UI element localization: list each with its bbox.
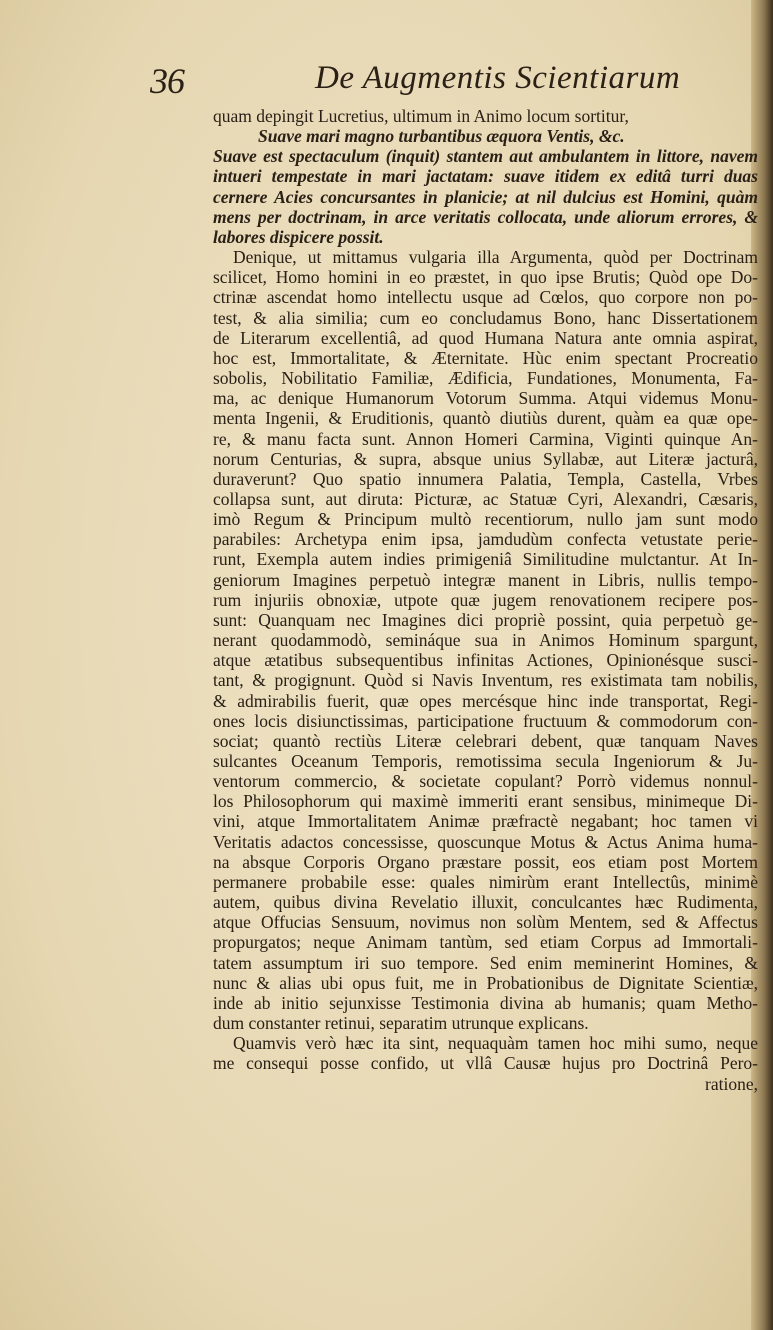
running-title: De Augmentis Scientiarum (315, 60, 681, 96)
text-line: tatem assumptum iri suo tempore. Sed enim meminerint Homines, & (213, 952, 758, 973)
page-number: 36 (150, 61, 184, 101)
text-line: ma, ac denique Humanorum Votorum Summa. Atqui videmus Monu- (213, 388, 758, 409)
paragraph-first-line: Denique, ut mittamus vulgaria illa Argumenta, quòd per Doctrinam (233, 247, 758, 268)
text-line: geniorum Imagines perpetuò integræ manent in Libris, nullis tempo- (213, 569, 758, 590)
quote-line: labores dispicere possit. (213, 226, 384, 247)
text-line: Veritatis adactos concessisse, quoscunque Motus & Actus Anima huma- (213, 831, 758, 852)
text-line: autem, quibus divina Revelatio illuxit, conculcantes hæc Rudimenta, (213, 892, 758, 913)
text-line: atque ætatibus subsequentibus infinitas Actiones, Opinionésque susci- (213, 650, 758, 671)
body-text (213, 106, 758, 1094)
catchword: ratione, (705, 1073, 758, 1094)
text-line: parabiles: Archetypa enim ipsa, jamdudùm confecta vetustate perie- (213, 529, 758, 550)
text-line: atque Offucias Sensuum, novimus non solùm Mentem, sed & Affectus (213, 912, 758, 933)
text-line: inde ab initio sejunxisse Testimonia divina ab humanis; quam Metho- (213, 992, 758, 1013)
paragraph-first-line: Quamvis verò hæc ita sint, nequaquàm tamen hoc mihi sumo, neque (233, 1033, 758, 1054)
quote-verse-line: Suave mari magno turbantibus æquora Ventis, &c. (258, 126, 625, 147)
quote-line: mens per doctrinam, in arce veritatis collocata, unde aliorum errores, & (213, 206, 758, 227)
text-line: ventorum commercio, & societate copulant? Porrò videmus nonnul- (213, 771, 758, 792)
text-line: & admirabilis fuerit, quæ opes mercésque hinc inde transportat, Regi- (213, 690, 758, 711)
text-line: ctrinæ ascendat homo intellectu usque ad Cœlos, quo corpore non po- (213, 287, 758, 308)
text-line: collapsa sunt, aut diruta: Picturæ, ac Statuæ Cyri, Alexandri, Cæsaris, (213, 488, 758, 509)
text-line: nunc & alias ubi opus fuit, me in Probationibus de Dignitate Scientiæ, (213, 972, 758, 993)
text-line: duraverunt? Quo spatio innumera Palatia, Templa, Castella, Vrbes (213, 468, 758, 489)
text-line: propurgatos; neque Animam tantùm, sed etiam Corpus ad Immortali- (213, 932, 758, 953)
text-line: norum Centurias, & supra, absque unius Syllabæ, aut Literæ jacturâ, (213, 448, 758, 469)
text-line: re, & manu facta sunt. Annon Homeri Carmina, Viginti quinque An- (213, 428, 758, 449)
text-line: de Literarum excellentiâ, ad quod Humana Natura ante omnia aspirat, (213, 327, 758, 348)
text-line: permanere probabile esse: quales nimirùm erant Intellectûs, minimè (213, 871, 758, 892)
text-line: quam depingit Lucretius, ultimum in Animo locum sortitur, (213, 106, 629, 126)
text-line: tant, & progignunt. Quòd si Navis Inventum, res existimata tam nobilis, (213, 670, 758, 691)
text-line: menta Ingenii, & Eruditionis, quantò diutiùs durent, quàm ea quæ ope- (213, 408, 758, 429)
text-line: sunt: Quanquam nec Imagines dici propriè possint, quia perpetuò ge- (213, 609, 758, 630)
text-line: scilicet, Homo homini in eo præstet, in quo ipse Brutis; Quòd ope Do- (213, 267, 758, 288)
text-line: dum constanter retinui, separatim utrunque explicans. (213, 1013, 589, 1034)
text-line: sociat; quantò rectiùs Literæ celebrari debent, quæ tanquam Naves (213, 730, 758, 751)
page-header (150, 60, 750, 108)
text-line: imò Regum & Principum multò recentiorum, nullo jam sunt modo (213, 509, 758, 530)
text-line: rum injuriis obnoxiæ, utpote quæ jugem renovationem recipere pos- (213, 589, 758, 610)
text-line: runt, Exempla autem indies primigeniâ Similitudine mulctantur. At In- (213, 549, 758, 570)
text-line: ones locis disiunctissimas, participatione fructuum & commodorum con- (213, 710, 758, 731)
quote-line: intueri tempestate in mari jactatam: suave itidem ex editâ turri duas (213, 166, 758, 187)
text-line: hoc est, Immortalitate, & Æternitate. Hùc enim spectant Procreatio (213, 347, 758, 368)
text-line: test, & alia similia; cum eo concludamus Bono, hanc Dissertationem (213, 307, 758, 328)
text-line: los Philosophorum qui maximè immeriti erant sensibus, minimeque Di- (213, 791, 758, 812)
text-line: sobolis, Nobilitatio Familiæ, Ædificia, Fundationes, Monumenta, Fa- (213, 368, 758, 389)
text-line: na absque Corporis Organo præstare possit, eos etiam post Mortem (213, 851, 758, 872)
text-line: me consequi posse confido, ut vllâ Causæ hujus pro Doctrinâ Pero- (213, 1053, 758, 1074)
quote-line: cernere Acies concursantes in planicie; at nil dulcius est Homini, quàm (213, 186, 758, 207)
text-line: nerant quodammodò, semináque sua in Animos Hominum spargunt, (213, 630, 758, 651)
text-line: sulcantes Oceanum Temporis, remotissima secula Ingeniorum & Ju- (213, 751, 758, 771)
quote-line: Suave est spectaculum (inquit) stantem aut ambulantem in littore, navem (213, 146, 758, 167)
text-line: vini, atque Immortalitatem Animæ præfractè negabant; hoc tamen vi (213, 811, 758, 832)
